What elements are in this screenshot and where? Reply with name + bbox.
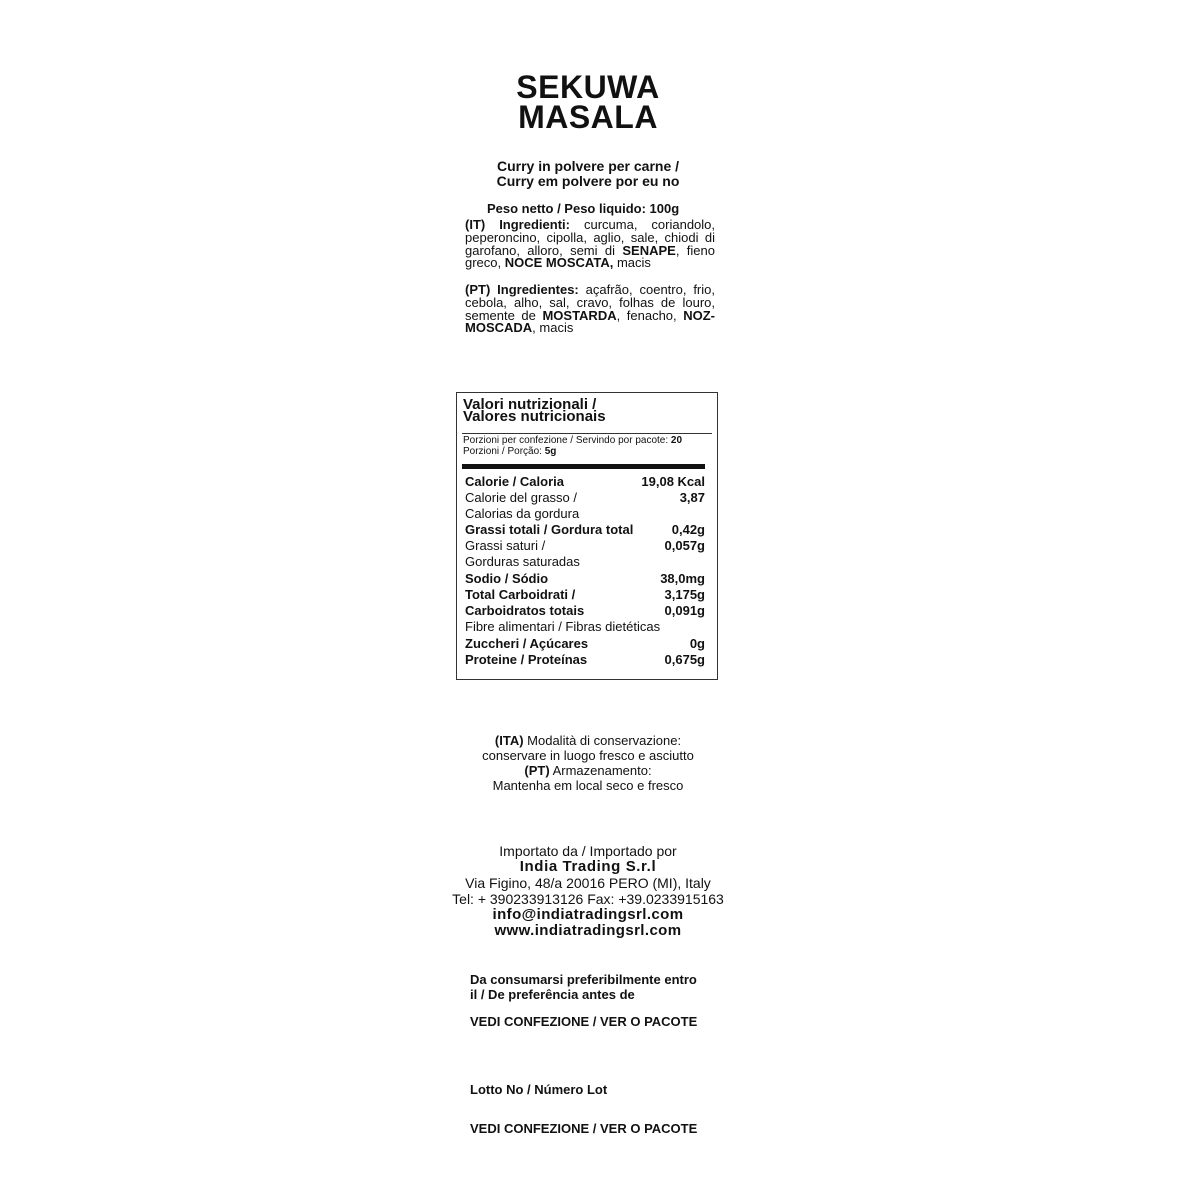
row-label: Calorie / Caloria xyxy=(465,474,564,489)
nutrition-row-fiber xyxy=(465,619,705,634)
net-weight: Peso netto / Peso liquido: 100g xyxy=(487,201,680,216)
best-before-line2: il / De preferência antes de xyxy=(470,987,635,1002)
importer-phone: Tel: + 390233913126 Fax: +39.0233915163 xyxy=(452,891,724,907)
row-label: Proteine / Proteínas xyxy=(465,652,588,667)
nutrition-row-saturated-fat xyxy=(465,538,705,553)
importer-company: India Trading S.r.l xyxy=(519,858,657,875)
nutrition-thick-divider xyxy=(462,464,705,469)
row-label: Carboidratos totais xyxy=(465,603,585,618)
row-value: 0,675g xyxy=(664,652,705,667)
row-label: Sodio / Sódio xyxy=(465,571,549,586)
nutrition-row-saturated-fat-pt xyxy=(465,554,705,569)
lot-value: VEDI CONFEZIONE / VER O PACOTE xyxy=(470,1121,698,1136)
best-before-value: VEDI CONFEZIONE / VER O PACOTE xyxy=(470,1014,698,1029)
ingredients-it-text1: curcuma, coriandolo, peperoncino, cipolla, aglio, sale, chiodi di garofano, alloro, semi di xyxy=(465,217,716,258)
allergen-mustard-pt: MOSTARDA xyxy=(542,307,617,323)
row-label: Grassi saturi / xyxy=(465,538,546,553)
nutrition-row-sodium xyxy=(465,571,705,586)
ingredients-it xyxy=(465,219,715,270)
storage-pt-title: Armazenamento: xyxy=(549,763,652,778)
row-value: 3,87 xyxy=(679,490,705,505)
nutrition-table xyxy=(456,392,718,680)
ingredients-pt-text2: , fenacho, xyxy=(616,307,684,323)
best-before-label xyxy=(470,972,697,1002)
importer-email: info@indiatradingsrl.com xyxy=(492,906,684,923)
ingredients-it-label: (IT) Ingredienti: xyxy=(465,217,570,232)
importer-website: www.indiatradingsrl.com xyxy=(494,922,682,939)
row-label: Zuccheri / Açúcares xyxy=(465,636,589,651)
ingredients-pt-text1: açafrão, coentro, frio, cebola, alho, sal, cravo, folhas de louro, semente de xyxy=(465,282,715,323)
nutrition-title xyxy=(463,396,606,425)
storage-ita-text: conservare in luogo fresco e asciutto xyxy=(482,748,694,763)
allergen-nutmeg-pt: NOZ-MOSCADA xyxy=(465,307,715,336)
ingredients-pt xyxy=(465,284,715,335)
servings-label: Porzioni per confezione / Servindo por pacote: xyxy=(463,435,671,446)
product-name-line2: MASALA xyxy=(518,99,658,135)
storage-ita-heading xyxy=(0,733,1176,748)
importer-info xyxy=(0,843,1176,939)
nutrition-row-protein xyxy=(465,652,705,667)
nutrition-row-fat-calories-pt xyxy=(465,506,705,521)
row-label: Gorduras saturadas xyxy=(465,554,580,569)
nutrition-row-total-fat xyxy=(465,522,705,537)
importer-address: Via Figino, 48/a 20016 PERO (MI), Italy xyxy=(465,875,711,891)
row-value: 0g xyxy=(689,636,705,651)
servings-value: 20 xyxy=(670,435,683,446)
nutrition-row-fat-calories xyxy=(465,490,705,505)
ingredients-pt-label: (PT) Ingredientes: xyxy=(465,282,579,297)
row-value: 38,0mg xyxy=(660,571,705,586)
product-name xyxy=(0,69,1176,135)
storage-pt-tag: (PT) xyxy=(524,763,550,778)
importer-label: Importato da / Importado por xyxy=(499,843,677,859)
nutrition-row-calories xyxy=(465,474,705,489)
portion-value: 5g xyxy=(544,446,557,457)
row-label: Calorias da gordura xyxy=(465,506,580,521)
subtitle-line2: Curry em polvere por eu no xyxy=(496,173,680,189)
row-value: 19,08 Kcal xyxy=(641,474,705,489)
lot-label: Lotto No / Número Lot xyxy=(470,1082,608,1097)
row-label: Grassi totali / Gordura total xyxy=(465,522,634,537)
nutrition-row-total-carbs-pt xyxy=(465,603,705,618)
storage-instructions xyxy=(0,733,1176,793)
nutrition-title-line2: Valores nutricionais xyxy=(463,408,606,425)
storage-pt-text: Mantenha em local seco e fresco xyxy=(492,778,684,793)
row-value: 0,42g xyxy=(671,522,705,537)
row-label: Fibre alimentari / Fibras dietéticas xyxy=(465,619,661,634)
subtitle-line1: Curry in polvere per carne / xyxy=(496,158,680,174)
storage-pt-heading xyxy=(0,763,1176,778)
nutrition-divider xyxy=(462,433,712,434)
portion-label: Porzioni / Porção: xyxy=(463,446,545,457)
allergen-nutmeg-it: NOCE MOSCATA, xyxy=(504,255,614,271)
servings-per-pack xyxy=(463,436,682,446)
product-name-line1: SEKUWA xyxy=(516,69,660,105)
nutrition-row-sugars xyxy=(465,636,705,651)
storage-ita-tag: (ITA) xyxy=(494,733,524,748)
ingredients-it-text2: , fieno greco, xyxy=(465,242,715,271)
allergen-mustard-it: SENAPE xyxy=(622,242,676,258)
nutrition-title-line1: Valori nutrizionali / xyxy=(463,396,597,413)
row-value: 0,091g xyxy=(664,603,705,618)
nutrition-row-total-carbs xyxy=(465,587,705,602)
row-value: 0,057g xyxy=(664,538,705,553)
row-label: Calorie del grasso / xyxy=(465,490,577,505)
best-before-line1: Da consumarsi preferibilmente entro xyxy=(470,972,697,987)
row-label: Total Carboidrati / xyxy=(465,587,576,602)
portion-size xyxy=(463,447,556,457)
ingredients-it-text3: macis xyxy=(613,255,651,271)
row-value: 3,175g xyxy=(664,587,705,602)
product-subtitle xyxy=(0,159,1176,189)
storage-ita-title: Modalità di conservazione: xyxy=(523,733,682,748)
ingredients-pt-text3: , macis xyxy=(532,320,574,336)
